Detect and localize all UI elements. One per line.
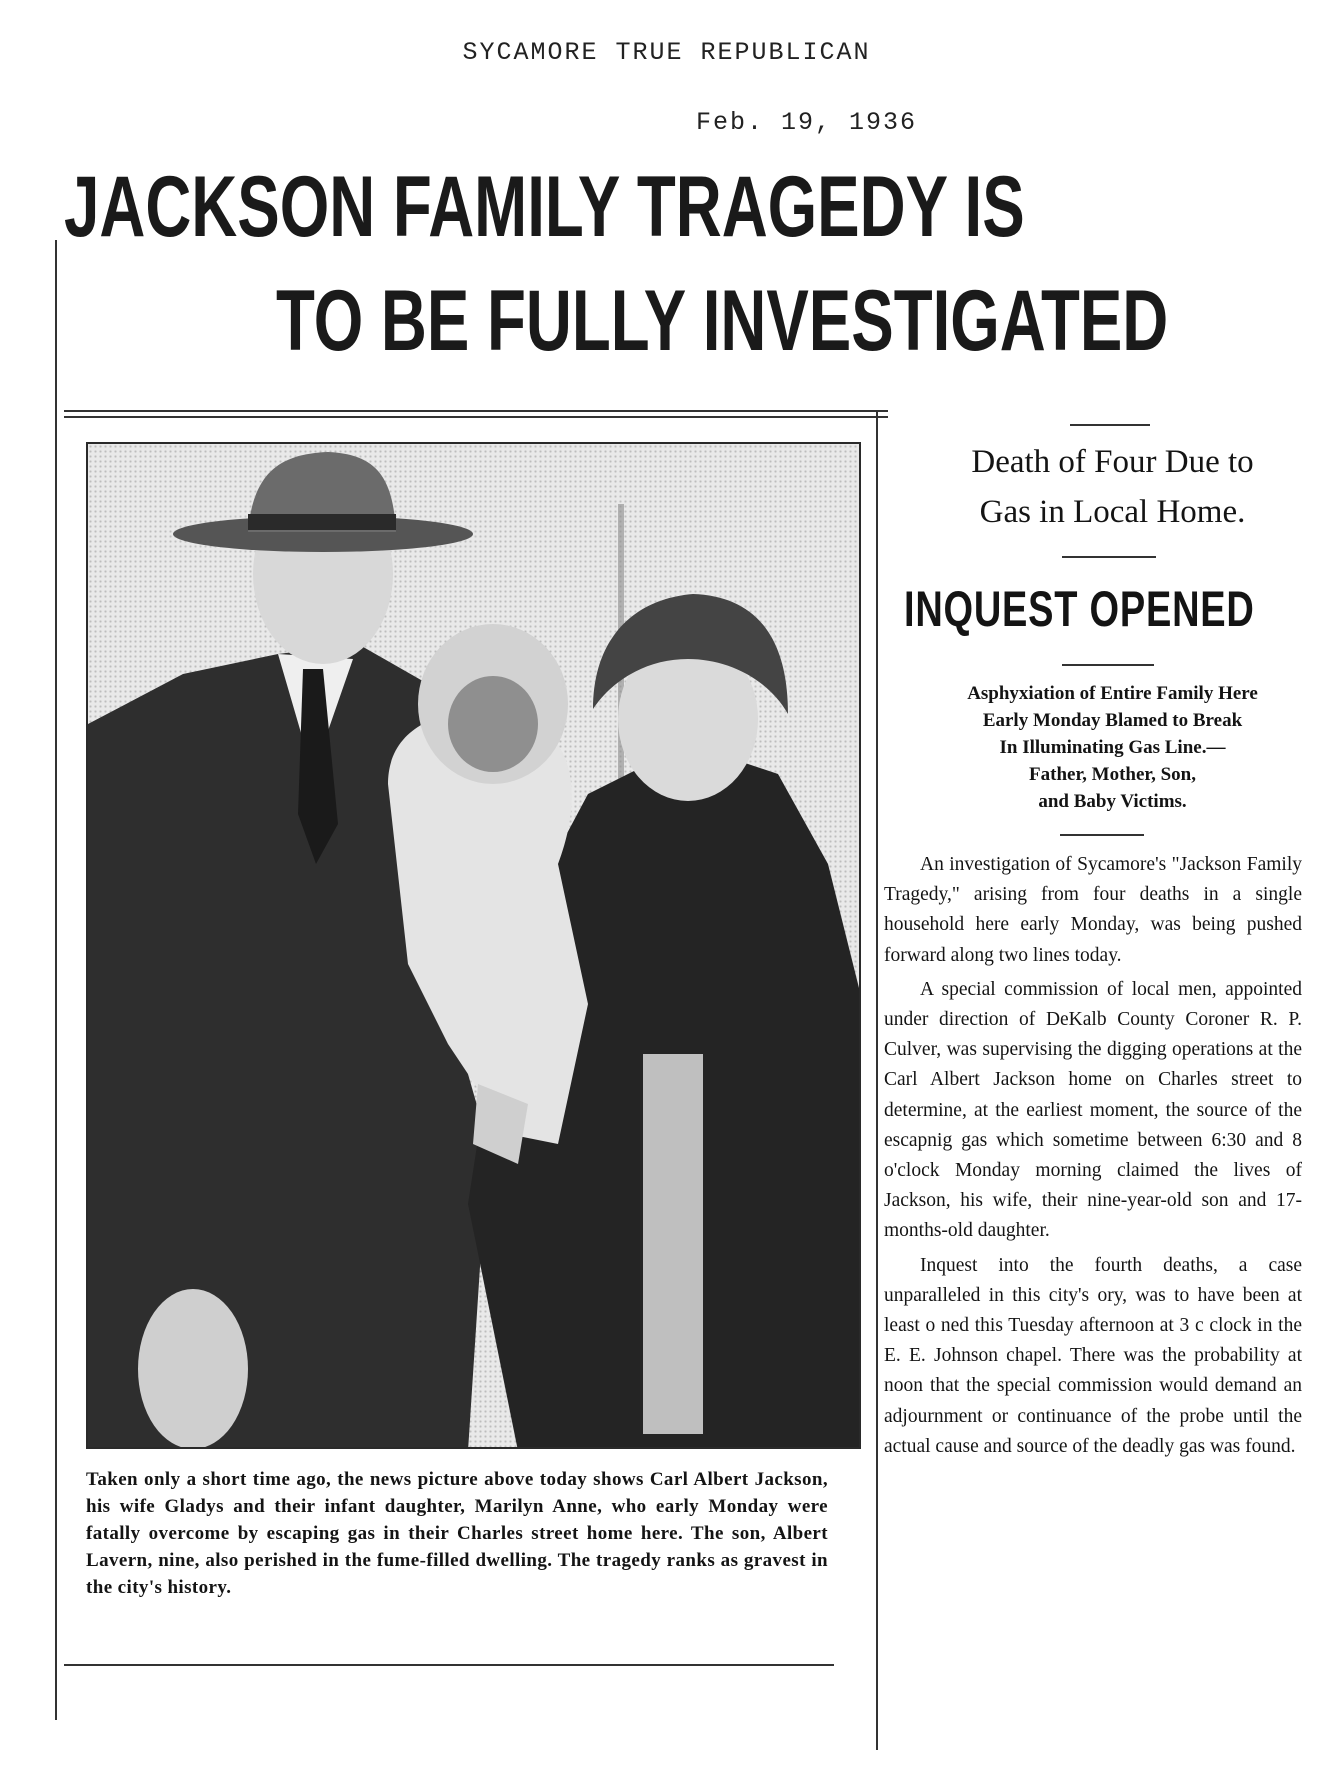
headline-rule-top [64, 410, 888, 412]
ornament-dash-4 [1060, 834, 1144, 836]
article-paragraph: An investigation of Sycamore's "Jackson Family Tragedy," arising from four deaths in a single household here early Monday, was being pushed forward along two lines today. [884, 854, 1302, 966]
caption-text: Taken only a short time ago, the news picture above today shows Carl Albert Jackson, his wife Gladys and their infant daughter, Marilyn Anne, who early Monday were fatally overcome by escaping gas in their Charles street home here. The son, Albert Lavern, nine, also perished in the fume-filled dwelling. The tragedy ranks as gravest in the city's history. [86, 1469, 828, 1598]
ornament-dash-2 [1062, 556, 1156, 558]
newspaper-name: SYCAMORE TRUE REPUBLICAN [462, 38, 871, 67]
deck-line: Asphyxiation of Entire Family Here [967, 683, 1258, 704]
headline-rule-bottom [64, 416, 888, 418]
column-divider [876, 410, 878, 1750]
subhead-line-2: Gas in Local Home. [979, 494, 1246, 530]
ornament-dash-1 [1070, 424, 1150, 426]
article-paragraph: A special commission of local men, appointed under direction of DeKalb County Coroner R. P. Culver, was supervising the digging operations at the Carl Albert Jackson home on Charles street to determine, at the earliest moment, the source of the escapnig gas which sometime between 6:30 and 8 o'clock Monday morning claimed the lives of Jackson, his wife, their nine-year-old son and 17-months-old daughter. [884, 978, 1302, 1242]
family-photograph [86, 442, 861, 1449]
headline-line-2: TO BE FULLY INVESTIGATED [276, 273, 1169, 369]
caption-rule [64, 1664, 834, 1666]
article-body [884, 850, 1302, 1466]
article-paragraph: Inquest into the fourth deaths, a case unparalleled in this city's ory, was to have been at least o ned this Tuesday afternoon at 3 c clock in the E. E. Johnson chapel. There was the probability at noon that the special commission would demand an adjournment or continuance of the probe until the actual cause and source of the deadly gas was found. [884, 1254, 1302, 1457]
headline-line-1: JACKSON FAMILY TRAGEDY IS [64, 159, 1025, 255]
deck-summary [900, 680, 1325, 815]
photo-caption [86, 1466, 828, 1601]
deck-line: Early Monday Blamed to Break [982, 710, 1243, 731]
ornament-dash-3 [1062, 664, 1154, 666]
deck-line: In Illuminating Gas Line.— [999, 737, 1226, 758]
section-head: INQUEST OPENED [904, 581, 1255, 637]
deck-line: and Baby Victims. [1038, 791, 1187, 812]
subhead-line-1: Death of Four Due to [971, 444, 1254, 480]
deck-line: Father, Mother, Son, [1029, 764, 1196, 785]
publication-date: Feb. 19, 1936 [695, 108, 918, 137]
left-margin-rule [55, 240, 57, 1720]
